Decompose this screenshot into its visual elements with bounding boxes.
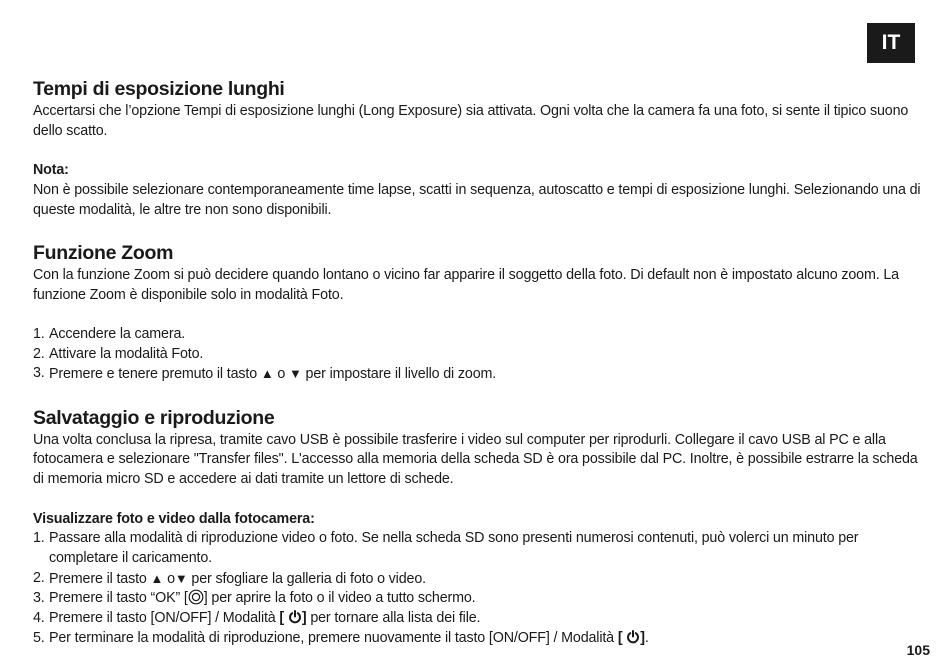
list-item: [33, 325, 926, 345]
step-number: 2.: [33, 569, 45, 586]
section-body-save-playback: Una volta conclusa la ripresa, tramite cavo USB è possibile trasferire i video sul computer per riprodurli. Collegare il cavo USB al PC e alla fotocamera e selezionare "Transfer files". L'accesso alla memoria della scheda SD è ora possibile dal PC. Inoltre, è possibile estrarre la scheda di memoria micro SD e accedere ai dati tramite un lettore di schede.: [33, 431, 918, 488]
power-mode-key: [618, 630, 645, 646]
step-number: 3.: [33, 365, 45, 382]
subsection-title-view-media: Visualizzare foto e video dalla fotocamera:: [33, 510, 315, 527]
step-text-part: Per terminare la modalità di riproduzione, premere nuovamente il tasto [ON/OFF] / Modalità: [49, 629, 618, 646]
language-badge: IT: [867, 23, 915, 63]
step-number: 1.: [33, 325, 45, 342]
manual-page-content: [33, 76, 926, 649]
step-text-part: ] per aprire la foto o il video a tutto schermo.: [203, 590, 476, 607]
step-text-part: per tornare alla lista dei file.: [306, 610, 481, 627]
power-icon: [626, 630, 640, 646]
note-body: Non è possibile selezionare contemporaneamente time lapse, scatti in sequenza, autoscatto e tempi di esposizione lunghi. Selezionando una di queste modalità, le altre tre non sono disponibili.: [33, 181, 921, 218]
step-number: 2.: [33, 345, 45, 362]
step-text-part: Premere e tenere premuto il tasto: [49, 366, 261, 383]
bracket-open: [: [279, 610, 285, 627]
step-text-part: Premere il tasto: [49, 570, 151, 587]
step-number: 3.: [33, 590, 45, 607]
section-title-save-playback: Salvataggio e riproduzione: [33, 406, 275, 429]
step-text-part: o: [273, 366, 290, 383]
bracket-close: ]: [640, 629, 645, 646]
bracket-close: ]: [301, 610, 307, 627]
step-text-part: per impostare il livello di zoom.: [301, 366, 497, 383]
step-number: 1.: [33, 530, 45, 547]
up-arrow-icon: ▲: [260, 366, 274, 382]
power-mode-key: [279, 610, 306, 626]
step-text: Passare alla modalità di riproduzione video o foto. Se nella scheda SD sono presenti numerosi contenuti, può volerci un minuto per completare il caricamento.: [49, 530, 859, 566]
step-text: [49, 366, 496, 382]
section-body-long-exposure: Accertarsi che l’opzione Tempi di esposizione lunghi (Long Exposure) sia attivata. Ogni volta che la camera fa una foto, si sente il tipico suono dello scatto.: [33, 103, 909, 139]
list-item: [33, 364, 926, 385]
step-number: 4.: [33, 610, 45, 627]
step-text: Accendere la camera.: [49, 325, 186, 342]
page-number: 105: [906, 642, 930, 658]
section-title-zoom: Funzione Zoom: [33, 241, 174, 264]
up-arrow-icon: ▲: [150, 570, 164, 586]
step-text: [49, 590, 476, 606]
zoom-steps-list: [33, 325, 926, 385]
note-title: Nota:: [33, 162, 69, 179]
step-text-part: .: [644, 629, 649, 646]
list-item: [33, 529, 926, 568]
section-title-long-exposure: Tempi di esposizione lunghi: [33, 78, 285, 100]
step-text-part: Premere il tasto [ON/OFF] / Modalità: [49, 610, 280, 627]
step-text: [49, 630, 649, 646]
step-number: 5.: [33, 629, 45, 646]
power-icon: [288, 610, 302, 626]
step-text: Attivare la modalità Foto.: [49, 345, 204, 362]
list-item: [33, 629, 926, 649]
list-item: [33, 609, 926, 629]
list-item: [33, 569, 926, 590]
step-text-part: o: [163, 570, 175, 587]
bracket-open: [: [617, 629, 623, 646]
section-body-zoom: Con la funzione Zoom si può decidere quando lontano o vicino far apparire il soggetto della foto. Di default non è impostato alcuno zoom. La funzione Zoom è disponibile solo in modalità Foto.: [33, 266, 899, 303]
step-text-part: per sfogliare la galleria di foto o video.: [187, 570, 426, 587]
list-item: [33, 345, 926, 365]
down-arrow-icon: ▼: [289, 366, 302, 382]
step-text: [49, 610, 480, 626]
step-text: [49, 571, 426, 587]
ok-button-icon: [188, 590, 204, 606]
playback-steps-list: [33, 529, 926, 648]
list-item: [33, 589, 926, 609]
down-arrow-icon: ▼: [174, 570, 188, 586]
step-text-part: Premere il tasto “OK” [: [49, 590, 188, 607]
